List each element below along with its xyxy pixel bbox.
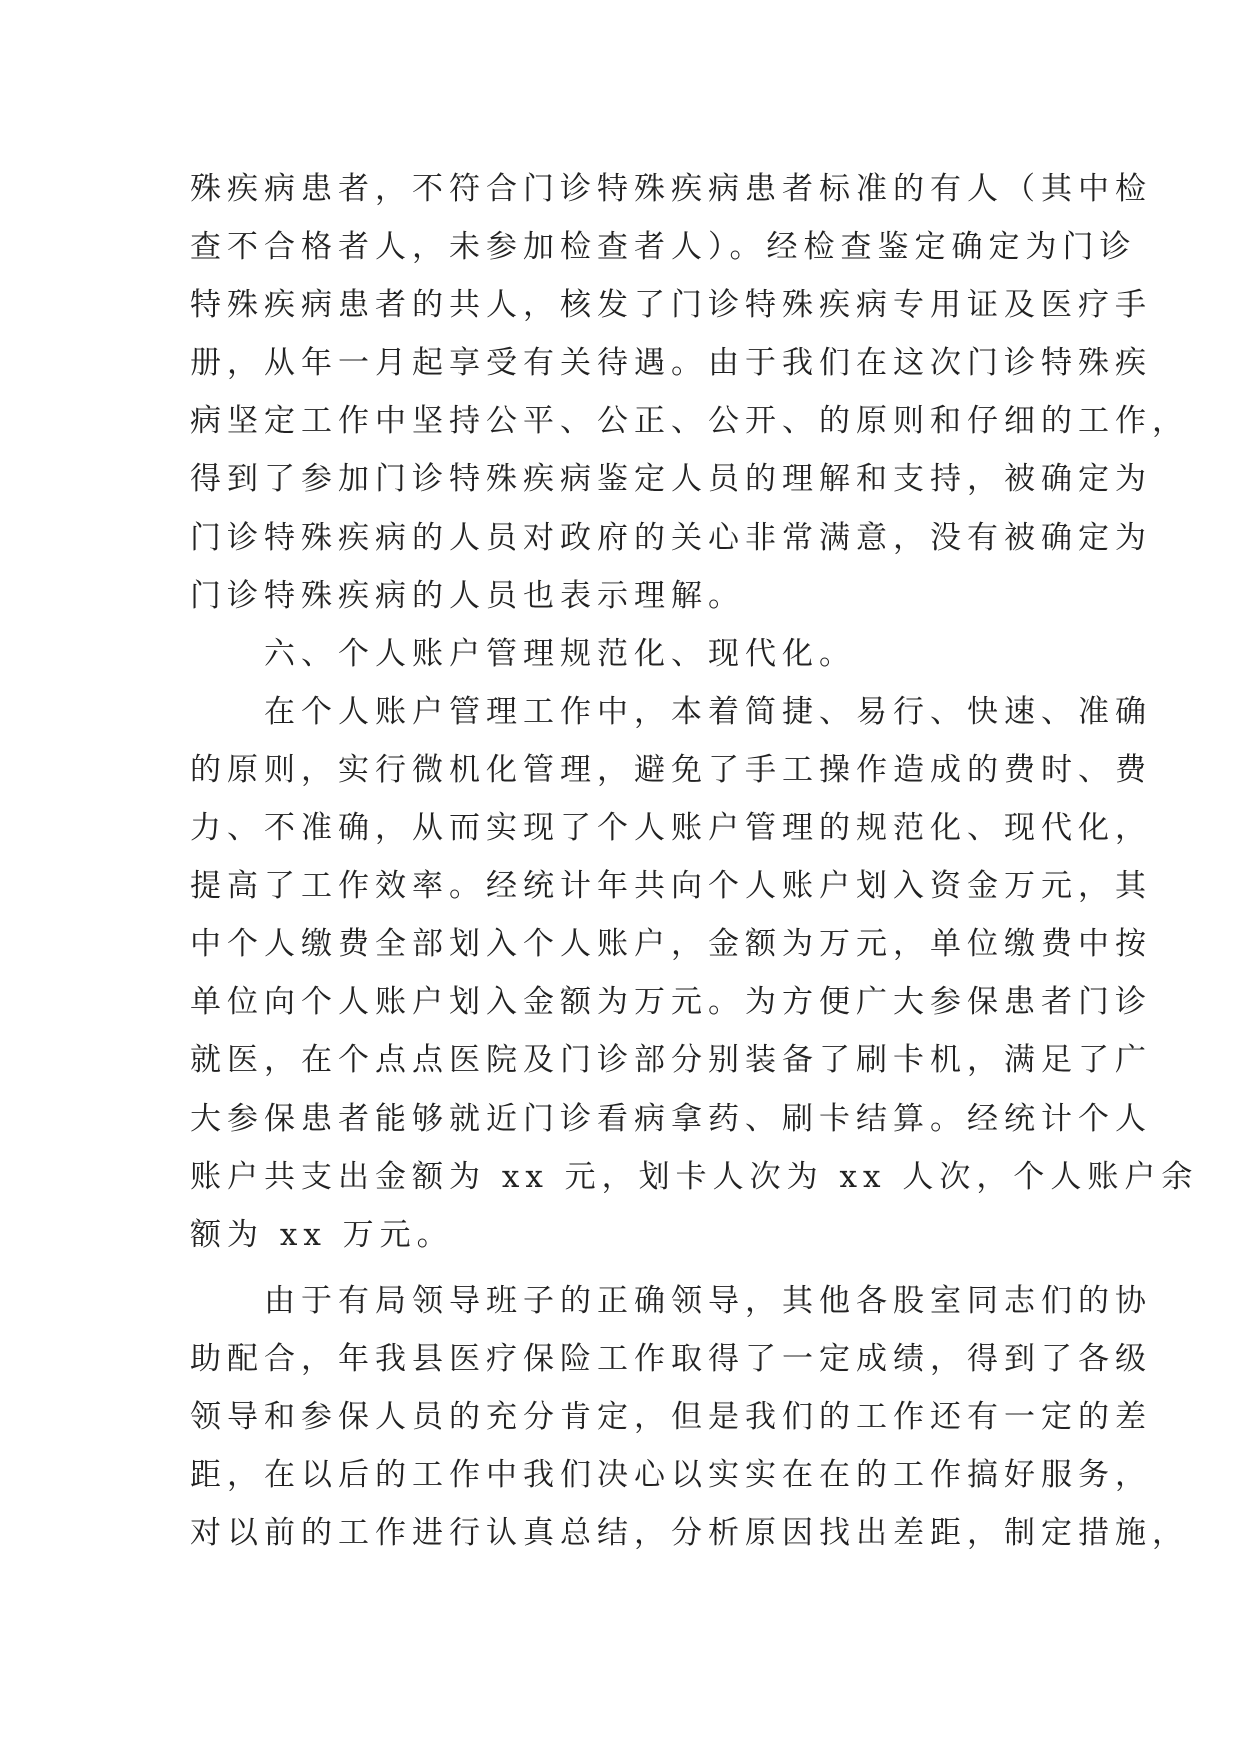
text-line: 对以前的工作进行认真总结，分析原因找出差距，制定措施，: [190, 1515, 1189, 1552]
text-line: 力、不准确，从而实现了个人账户管理的规范化、现代化，: [190, 810, 1152, 847]
text-line: 殊疾病患者，不符合门诊特殊疾病患者标准的有人（其中检: [190, 171, 1152, 207]
text-line: 单位向个人账户划入金额为万元。为方便广大参保患者门诊: [190, 984, 1152, 1021]
text-line: 查不合格者人，未参加检查者人）。经检查鉴定确定为门诊: [190, 229, 1137, 266]
text-line: 距，在以后的工作中我们决心以实实在在的工作搞好服务，: [190, 1457, 1152, 1494]
text-line: 门诊特殊疾病的人员也表示理解。: [190, 577, 745, 614]
text-line: 病坚定工作中坚持公平、公正、公开、的原则和仔细的工作，: [190, 403, 1189, 440]
text-line: 特殊疾病患者的共人，核发了门诊特殊疾病专用证及医疗手: [190, 287, 1152, 324]
text-line: 助配合，年我县医疗保险工作取得了一定成绩，得到了各级: [190, 1340, 1152, 1377]
text-line: 由于有局领导班子的正确领导，其他各股室同志们的协: [190, 1282, 1152, 1319]
text-line: 的原则，实行微机化管理，避免了手工操作造成的费时、费: [190, 751, 1152, 788]
text-line: 册，从年一月起享受有关待遇。由于我们在这次门诊特殊疾: [190, 345, 1152, 382]
text-line: 大参保患者能够就近门诊看病拿药、刷卡结算。经统计个人: [190, 1100, 1152, 1137]
text-line: 门诊特殊疾病的人员对政府的关心非常满意，没有被确定为: [190, 519, 1152, 556]
document-body: [190, 160, 1199, 1562]
text-line: 账户共支出金额为 xx 元，划卡人次为 xx 人次，个人账户余: [190, 1158, 1199, 1195]
text-line: 中个人缴费全部划入个人账户，金额为万元，单位缴费中按: [190, 926, 1152, 963]
text-line: 提高了工作效率。经统计年共向个人账户划入资金万元，其: [190, 868, 1152, 905]
text-line: 领导和参保人员的充分肯定，但是我们的工作还有一定的差: [190, 1398, 1152, 1435]
text-line: 得到了参加门诊特殊疾病鉴定人员的理解和支持，被确定为: [190, 461, 1152, 498]
text-line: 就医，在个点点医院及门诊部分别装备了刷卡机，满足了广: [190, 1042, 1152, 1079]
text-line: 额为 xx 万元。: [190, 1216, 454, 1253]
paragraph-gap: [190, 1264, 1060, 1272]
text-line: 在个人账户管理工作中，本着简捷、易行、快速、准确: [190, 693, 1152, 730]
section-heading: 六、个人账户管理规范化、现代化。: [190, 635, 856, 672]
